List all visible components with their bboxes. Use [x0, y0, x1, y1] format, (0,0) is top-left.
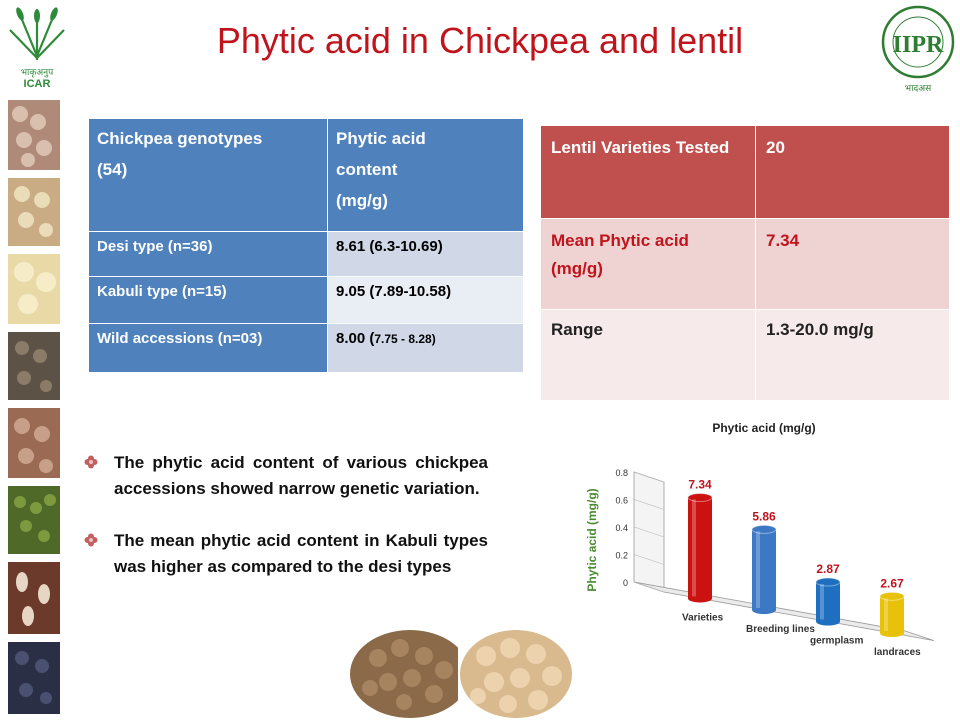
svg-text:IIPR: IIPR: [892, 32, 944, 58]
chart-bar-highlight: [756, 531, 760, 608]
desi-chickpea-photo: [348, 618, 472, 720]
chart-y-tick-label: 0.2: [615, 550, 628, 561]
header-genotypes: Chickpea genotypes (54): [89, 119, 328, 232]
chart-bar-bottom: [688, 594, 712, 602]
chart-y-tick-label: 0.4: [615, 523, 628, 533]
seed-image-6: [8, 486, 60, 554]
chart-data-label: 5.86: [752, 509, 776, 524]
chart-category-label: landraces: [874, 647, 921, 659]
chart-bar: [880, 592, 904, 637]
seed-image-7: [8, 562, 60, 634]
label-cell: Mean Phytic acid (mg/g): [541, 219, 756, 310]
chart-bar-bottom: [752, 606, 776, 614]
chart-bar-bottom: [880, 629, 904, 637]
chart-data-labels: [688, 478, 904, 591]
chart-bar: [752, 525, 776, 614]
icar-wheat-logo-icon: [6, 4, 68, 90]
phytic-acid-bar-chart: [578, 410, 948, 670]
table-header-row: [89, 119, 524, 232]
value-cell: 9.05 (7.89-10.58): [328, 277, 524, 324]
chart-y-ticks: [615, 468, 628, 588]
lentil-phytic-table: [540, 125, 950, 401]
label-cell: Lentil Varieties Tested: [541, 126, 756, 219]
svg-text:ICAR: ICAR: [23, 78, 51, 90]
chart-category-label: germplasm: [810, 635, 864, 647]
chart-bar-body: [688, 498, 712, 599]
chart-bar-highlight: [820, 584, 824, 619]
chart-y-tick-label: 0.8: [615, 468, 628, 478]
seed-image-4: [8, 332, 60, 400]
flower-bullet-icon: [84, 455, 98, 469]
bullet-item: The mean phytic acid content in Kabuli types was higher as compared to the desi types: [84, 528, 488, 580]
chart-category-label: Varieties: [682, 612, 724, 624]
table-row: [89, 324, 524, 373]
chart-bar-body: [752, 529, 776, 610]
value-cell: 7.34: [756, 219, 950, 310]
genotype-cell: Wild accessions (n=03): [89, 324, 328, 373]
chart-bar-top: [688, 494, 712, 502]
chart-bar-bottom: [816, 618, 840, 626]
bullet-item: The phytic acid content of various chickpea accessions showed narrow genetic variation.: [84, 450, 488, 502]
table-row: [89, 232, 524, 277]
flower-bullet-icon: [84, 533, 98, 547]
seed-samples-column: [8, 100, 60, 720]
table-row: [89, 277, 524, 324]
chart-data-label: 2.67: [880, 576, 904, 591]
value-cell: 8.00 (7.75 - 8.28): [328, 324, 524, 373]
chickpea-phytic-table: [88, 118, 524, 373]
seed-image-2: [8, 178, 60, 246]
table-row: [541, 219, 950, 310]
genotype-cell: Kabuli type (n=15): [89, 277, 328, 324]
seed-image-1: [8, 100, 60, 170]
chart-bar-top: [816, 578, 840, 586]
header-phytic-content: Phytic acid content (mg/g): [328, 119, 524, 232]
kabuli-chickpea-photo: [458, 620, 574, 720]
value-cell: 8.61 (6.3-10.69): [328, 232, 524, 277]
chart-title: Phytic acid (mg/g): [712, 421, 816, 435]
table-row: [541, 310, 950, 401]
bullet-list: [84, 450, 488, 606]
seed-image-3: [8, 254, 60, 324]
chart-bar-highlight: [884, 598, 888, 631]
seed-image-8: [8, 642, 60, 714]
chart-data-label: 2.87: [816, 562, 840, 577]
chart-bar: [688, 494, 712, 603]
seed-image-5: [8, 408, 60, 478]
chart-bar-top: [880, 592, 904, 600]
chart-y-tick-label: 0.6: [615, 495, 628, 506]
svg-text:भाकृअनुप: भाकृअनुप: [20, 68, 54, 78]
value-cell: 20: [756, 126, 950, 219]
chart-bar: [816, 578, 840, 625]
svg-text:भादअस: भादअस: [904, 84, 932, 94]
label-cell: Range: [541, 310, 756, 401]
value-cell: 1.3-20.0 mg/g: [756, 310, 950, 401]
chart-bar-body: [880, 596, 904, 633]
chart-data-label: 7.34: [688, 477, 712, 492]
chart-category-label: Breeding lines: [746, 624, 815, 635]
chart-y-tick-label: 0: [622, 578, 628, 588]
page-title: Phytic acid in Chickpea and lentil: [216, 20, 744, 61]
chart-bar-body: [816, 582, 840, 621]
chart-bar-highlight: [692, 500, 696, 597]
chart-ylabel: Phytic acid (mg/g): [585, 488, 599, 592]
table-row: [541, 126, 950, 219]
genotype-cell: Desi type (n=36): [89, 232, 328, 277]
chart-bar-top: [752, 525, 776, 533]
iipr-seal-logo-icon: [880, 2, 956, 96]
